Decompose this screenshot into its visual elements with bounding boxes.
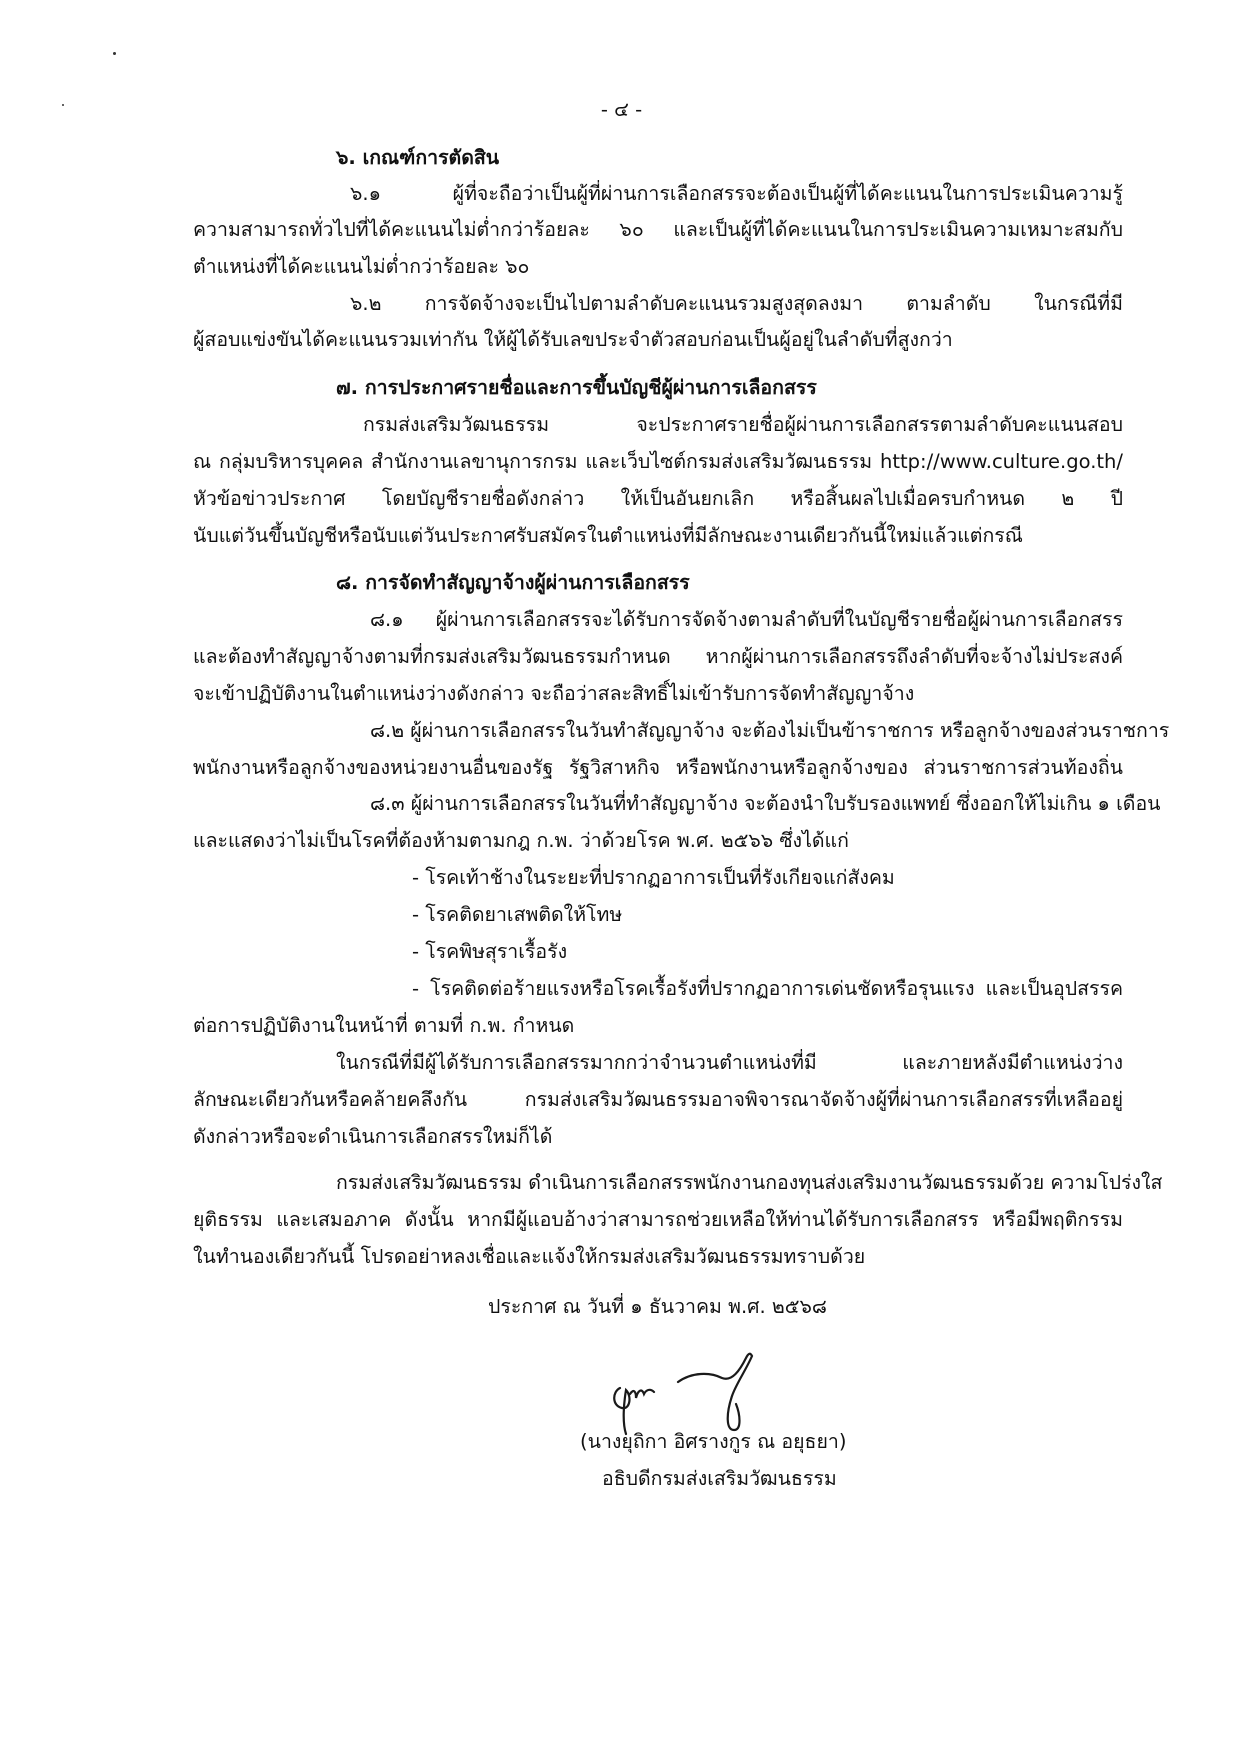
fairness-paragraph-line-3: ในทำนองเดียวกันนี้ โปรดอย่าหลงเชื่อและแจ้งให้กรมส่งเสริมวัฒนธรรมทราบด้วย bbox=[193, 1245, 866, 1268]
section-7-heading: ๗. การประกาศรายชื่อและการขึ้นบัญชีผู้ผ่านการเลือกสรร bbox=[336, 376, 817, 399]
disease-item: - โรคติดยาเสพติดให้โทษ bbox=[412, 903, 623, 926]
section-6-1-line-3: ตำแหน่งที่ได้คะแนนไม่ต่ำกว่าร้อยละ ๖๐ bbox=[193, 255, 530, 278]
section-7-line-4: นับแต่วันขึ้นบัญชีหรือนับแต่วันประกาศรับสมัครในตำแหน่งที่มีลักษณะงานเดียวกันนี้ใหม่แล้วแต่กรณี bbox=[193, 524, 1023, 547]
page-number: - ๔ - bbox=[600, 98, 643, 121]
section-8-2-line-1: ๘.๒ ผู้ผ่านการเลือกสรรในวันทำสัญญาจ้าง จะต้องไม่เป็นข้าราชการ หรือลูกจ้างของส่วนราชการ bbox=[370, 719, 1170, 742]
section-8-1-line-3: จะเข้าปฏิบัติงานในตำแหน่งว่างดังกล่าว จะถือว่าสละสิทธิ์ไม่เข้ารับการจัดทำสัญญาจ้าง bbox=[193, 682, 915, 705]
section-7-line-1: กรมส่งเสริมวัฒนธรรม จะประกาศรายชื่อผู้ผ่านการเลือกสรรตามลำดับคะแนนสอบ bbox=[363, 413, 1123, 436]
announcement-date: ประกาศ ณ วันที่ ๑ ธันวาคม พ.ศ. ๒๕๖๘ bbox=[488, 1295, 827, 1318]
scan-speck bbox=[113, 52, 116, 55]
disease-item: - โรคเท้าช้างในระยะที่ปรากฏอาการเป็นที่รังเกียจแก่สังคม bbox=[412, 866, 895, 889]
section-8-heading: ๘. การจัดทำสัญญาจ้างผู้ผ่านการเลือกสรร bbox=[336, 571, 690, 594]
vacancy-paragraph-line-1: ในกรณีที่มีผู้ได้รับการเลือกสรรมากกว่าจำนวนตำแหน่งที่มี และภายหลังมีตำแหน่งว่าง bbox=[336, 1051, 1123, 1074]
section-6-2-line-2: ผู้สอบแข่งขันได้คะแนนรวมเท่ากัน ให้ผู้ได้รับเลขประจำตัวสอบก่อนเป็นผู้อยู่ในลำดับที่สูงกว่า bbox=[193, 328, 953, 351]
section-6-1-line-2: ความสามารถทั่วไปที่ได้คะแนนไม่ต่ำกว่าร้อยละ ๖๐ และเป็นผู้ที่ได้คะแนนในการประเมินความเหมาะสมกับ bbox=[193, 218, 1123, 241]
vacancy-paragraph-line-2: ลักษณะเดียวกันหรือคล้ายคลึงกัน กรมส่งเสริมวัฒนธรรมอาจพิจารณาจัดจ้างผู้ที่ผ่านการเลือกสรรที่เหลืออยู่ bbox=[193, 1088, 1123, 1111]
section-7-line-2: ณ กลุ่มบริหารบุคคล สำนักงานเลขานุการกรม และเว็บไซต์กรมส่งเสริมวัฒนธรรม http://www.culture.go.th/ bbox=[193, 450, 1123, 473]
disease-item: - โรคพิษสุราเรื้อรัง bbox=[412, 940, 568, 963]
section-6-1-line-1: ๖.๑ ผู้ที่จะถือว่าเป็นผู้ที่ผ่านการเลือกสรรจะต้องเป็นผู้ที่ได้คะแนนในการประเมินความรู้ bbox=[350, 182, 1123, 205]
section-8-1-line-2: และต้องทำสัญญาจ้างตามที่กรมส่งเสริมวัฒนธรรมกำหนด หากผู้ผ่านการเลือกสรรถึงลำดับที่จะจ้างไม่ประสงค์ bbox=[193, 645, 1123, 668]
disease-item-continued: ต่อการปฏิบัติงานในหน้าที่ ตามที่ ก.พ. กำหนด bbox=[193, 1014, 575, 1037]
section-6-2-line-1: ๖.๒ การจัดจ้างจะเป็นไปตามลำดับคะแนนรวมสูงสุดลงมา ตามลำดับ ในกรณีที่มี bbox=[350, 292, 1123, 315]
section-8-1-line-1: ๘.๑ ผู้ผ่านการเลือกสรรจะได้รับการจัดจ้างตามลำดับที่ในบัญชีรายชื่อผู้ผ่านการเลือกสรร bbox=[370, 608, 1123, 631]
section-7-line-3: หัวข้อข่าวประกาศ โดยบัญชีรายชื่อดังกล่าว ให้เป็นอันยกเลิก หรือสิ้นผลไปเมื่อครบกำหนด ๒ ปี bbox=[193, 487, 1123, 510]
vacancy-paragraph-line-3: ดังกล่าวหรือจะดำเนินการเลือกสรรใหม่ก็ได้ bbox=[193, 1125, 553, 1148]
signer-title: อธิบดีกรมส่งเสริมวัฒนธรรม bbox=[602, 1467, 837, 1490]
section-8-2-line-2: พนักงานหรือลูกจ้างของหน่วยงานอื่นของรัฐ รัฐวิสาหกิจ หรือพนักงานหรือลูกจ้างของ ส่วนราชการส่วนท้องถิ่น bbox=[193, 756, 1123, 779]
fairness-paragraph-line-2: ยุติธรรม และเสมอภาค ดังนั้น หากมีผู้แอบอ้างว่าสามารถช่วยเหลือให้ท่านได้รับการเลือกสรร หรือมีพฤติกรรม bbox=[193, 1208, 1123, 1231]
fairness-paragraph-line-1: กรมส่งเสริมวัฒนธรรม ดำเนินการเลือกสรรพนักงานกองทุนส่งเสริมงานวัฒนธรรมด้วย ความโปร่งใส bbox=[336, 1171, 1163, 1194]
section-8-3-line-1: ๘.๓ ผู้ผ่านการเลือกสรรในวันที่ทำสัญญาจ้าง จะต้องนำใบรับรองแพทย์ ซึ่งออกให้ไม่เกิน ๑ เดือน bbox=[370, 792, 1161, 815]
section-8-3-line-2: และแสดงว่าไม่เป็นโรคที่ต้องห้ามตามกฎ ก.พ. ว่าด้วยโรค พ.ศ. ๒๕๖๖ ซึ่งได้แก่ bbox=[193, 829, 849, 852]
signer-name: (นางยุถิกา อิศรางกูร ณ อยุธยา) bbox=[580, 1430, 847, 1453]
section-6-heading: ๖. เกณฑ์การตัดสิน bbox=[336, 146, 500, 169]
disease-item: - โรคติดต่อร้ายแรงหรือโรคเรื้อรังที่ปรากฏอาการเด่นชัดหรือรุนแรง และเป็นอุปสรรค bbox=[412, 977, 1123, 1000]
